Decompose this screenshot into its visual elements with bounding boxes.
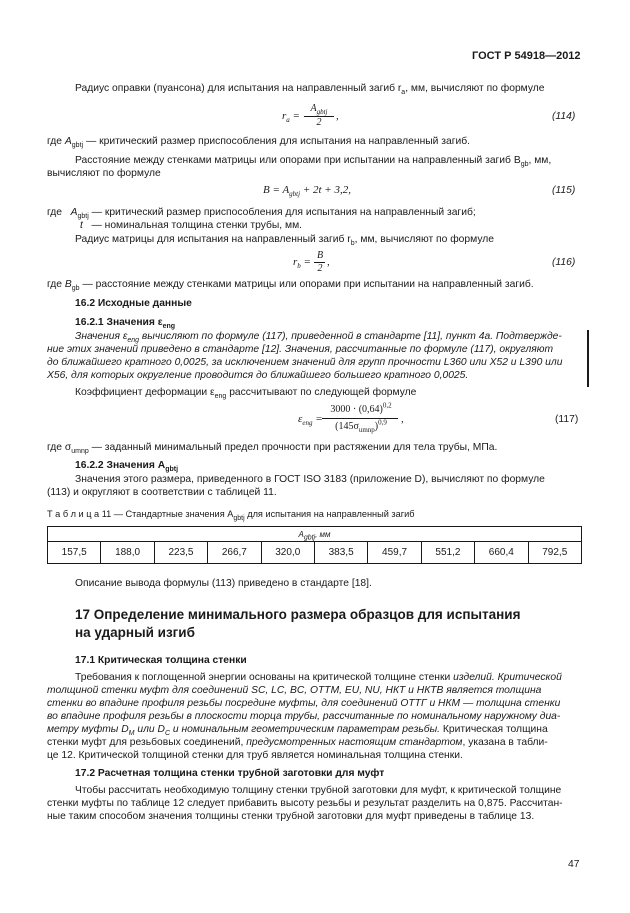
section-16-2-2-heading: 16.2.2 Значения $A_{gbtj}$ bbox=[75, 460, 179, 474]
paragraph-critical-thickness-line1: Требования к поглощенной энергии основаны на критической толщине стенки изделий. Критической bbox=[75, 672, 562, 683]
paragraph-critical-thickness-line3: стенки во впадине профиля резьбы посредине муфты, для соединений ОТТГ и НКМ — толщина стенки bbox=[47, 698, 561, 709]
italic-paragraph-line4: X56, для которых округление проводится до ближайшего большего кратного 0,0025. bbox=[47, 370, 469, 381]
change-bar bbox=[587, 330, 589, 387]
where-115-a: где $A_{gbtj}$ — критический размер приспособления для испытания на направленный загиб; bbox=[47, 207, 476, 221]
table-cell: 459,7 bbox=[368, 542, 421, 564]
italic-paragraph-line3: до ближайшего кратного 0,0025, за исключением значений для групп прочности L360 или X52 и L390 или bbox=[47, 357, 563, 368]
paragraph-size-values-line2: (113) и округляют в соответствии с таблицей 11. bbox=[47, 487, 277, 498]
italic-paragraph-line1: Значения $\varepsilon_{eng}$ вычисляют по формуле (117), приведенной в стандарте [11], пункт 4а. Подтвержде- bbox=[75, 331, 562, 345]
table-cell: 266,7 bbox=[208, 542, 261, 564]
paragraph-critical-thickness-line5: метру муфты $D_M$ или $D_C$ и номинальным геометрическим параметрам резьбы. Критическая толщина bbox=[47, 724, 548, 738]
paragraph-distance-line2: вычисляют по формуле bbox=[47, 168, 161, 179]
paragraph-strain-coefficient: Коэффициент деформации $\varepsilon_{eng}$ рассчитывают по следующей формуле bbox=[75, 387, 417, 401]
table-cell: 551,2 bbox=[421, 542, 474, 564]
paragraph-die-radius: Радиус матрицы для испытания на направленный загиб $r_b$, мм, вычисляют по формуле bbox=[75, 234, 494, 248]
paragraph-critical-thickness-line4: во впадине профиля резьбы в плоскости торца трубы, рассчитанные по номинальному наружному диа- bbox=[47, 711, 561, 722]
where-115-b: t — номинальная толщина стенки трубы, мм. bbox=[80, 220, 303, 231]
table-11 bbox=[47, 526, 582, 564]
section-17-heading-line1: 17 Определение минимального размера образцов для испытания bbox=[75, 607, 521, 622]
paragraph-critical-thickness-line6: стенки муфт для резьбовых соединений, предусмотренных настоящим стандартом, указана в табли- bbox=[47, 737, 548, 748]
paragraph-critical-thickness-line2: толщиной стенки муфт для соединений SC, LC, BC, OTTM, EU, NU, НКТ и НКТВ является толщина bbox=[47, 685, 542, 696]
paragraph-size-values-line1: Значения этого размера, приведенного в ГОСТ ISO 3183 (приложение D), вычисляют по формуле bbox=[75, 474, 545, 485]
table-11-caption: Т а б л и ц а 11 — Стандартные значения $A_{gbtj}$ для испытания на направленный загиб bbox=[47, 509, 415, 522]
table-cell: 320,0 bbox=[261, 542, 314, 564]
formula-number-115: (115) bbox=[552, 185, 576, 196]
paragraph-blank-thickness-line1: Чтобы рассчитать необходимую толщину стенки трубной заготовки для муфт, к критической толщине bbox=[75, 785, 562, 796]
formula-number-116: (116) bbox=[552, 257, 576, 268]
paragraph-blank-thickness-line3: ные таким способом значения толщины стенки трубной заготовки для муфт приведены в таблице 13. bbox=[47, 811, 535, 822]
table-cell: 157,5 bbox=[48, 542, 101, 564]
paragraph-critical-thickness-line7: це 12. Критической толщиной стенки для труб является номинальная толщина стенки. bbox=[47, 750, 463, 761]
paragraph-blank-thickness-line2: стенки муфты по таблице 12 следует прибавить высоту резьбы и результат разделить на 0,875. Рассчитан- bbox=[47, 798, 563, 809]
section-16-2-1-heading: 16.2.1 Значения $\varepsilon_{eng}$ bbox=[75, 317, 176, 331]
formula-number-114: (114) bbox=[552, 111, 576, 122]
formula-number-117: (117) bbox=[555, 414, 579, 425]
formula-115: $B = A_{gbtj} + 2t + 3,2$, bbox=[263, 184, 351, 199]
paragraph-distance-line1: Расстояние между стенками матрицы или опорами при испытании на направленный загиб $B_{gb}$, мм, bbox=[75, 155, 552, 169]
section-16-2-heading: 16.2 Исходные данные bbox=[75, 298, 192, 309]
table-cell: 188,0 bbox=[101, 542, 154, 564]
table-cell: 383,5 bbox=[314, 542, 367, 564]
paragraph-mandrel-radius: Радиус оправки (пуансона) для испытания на направленный загиб $r_a$, мм, вычисляют по формуле bbox=[75, 83, 545, 97]
table-cell: 223,5 bbox=[154, 542, 207, 564]
section-17-1-heading: 17.1 Критическая толщина стенки bbox=[75, 655, 247, 666]
page-number: 47 bbox=[568, 859, 580, 870]
where-117: где $\sigma_{umnp}$ — заданный минимальный предел прочности при растяжении для тела трубы, МПа. bbox=[47, 442, 498, 456]
document-page: ГОСТ Р 54918—2012 Радиус оправки (пуансона) для испытания на направленный загиб $r_a$, мм, вычисляют по формуле $r_a$ = $A_{gbtj}$ 2 , (114) где $A_{gbtj}$ — критический размер приспособления для испытания на направленный загиб. Расстояние между стенками матрицы или опорами при испытании на направленный загиб $B_{gb}$, мм, вычисляют по формуле $B = A_{gbtj} + 2t + 3,2$, (115) где $A_{gbtj}$ — критический размер приспособления для испытания на направленный загиб; t — номинальная толщина стенки трубы, мм. Радиус матрицы для испытания на направленный загиб $r_b$, мм, вычисляют по формуле $r_b$ = B 2 , (116) где $B_{gb}$ — расстояние между стенками матрицы или опорами при испытании на направленный загиб. 16.2 Исходные данные 16.2.1 Значения $\varepsilon_{eng}$ Значения $\varepsilon_{eng}$ вычисляют по формуле (117), приведенной в стандарте [11], пункт 4а. Подтвержде- ние этих значений приведено в стандарте [12]. Значения, рассчитанные по формуле (117), округляют до ближайшего кратного 0,0025, за исключением значений для групп прочности L360 или X52 и L390 или X56, для которых округление проводится до ближайшего большего кратного 0,0025. Коэффициент деформации $\varepsilon_{eng}$ рассчитывают по следующей формуле $\varepsilon_{eng}$ = $3000 \cdot (0,64)^{0,2}$ $(145\sigma_{umnp})^{0,9}$ , (117) где $\sigma_{umnp}$ — заданный минимальный предел прочности при растяжении для тела трубы, МПа. 16.2.2 Значения $A_{gbtj}$ Значения этого размера, приведенного в ГОСТ ISO 3183 (приложение D), вычисляют по формуле (113) и округляют в соответствии с таблицей 11. Т а б л и ц а 11 — Стандартные значения $A_{gbtj}$ для испытания на направленный загиб $A_{gbtj}$, мм 157,5 188,0 223,5 266,7 320,0 383,5 459,7 551,2 660,4 792,5 Описание вывода формулы (113) приведено в стандарте [18]. 17 Определение минимального размера образцов для испытания на ударный изгиб 17.1 Критическая толщина стенки Требования к поглощенной энергии основаны на критической толщине стенки изделий. Критической толщиной стенки муфт для соединений SC, LC, BC, OTTM, EU, NU, НКТ и НКТВ является толщина стенки во впадине профиля резьбы посредине муфты, для соединений ОТТГ и НКМ — толщина стенки во впадине профиля резьбы в плоскости торца трубы, рассчитанные по номинальному наружному диа- метру муфты $D_M$ или $D_C$ и номинальным геометрическим параметрам резьбы. Критическая толщина стенки муфт для резьбовых соединений, предусмотренных настоящим стандартом, указана в табли- це 12. Критической толщиной стенки для труб является номинальная толщина стенки. 17.2 Расчетная толщина стенки трубной заготовки для муфт Чтобы рассчитать необходимую толщину стенки трубной заготовки для муфт, к критической толщине стенки муфты по таблице 12 следует прибавить высоту резьбы и результат разделить на 0,875. Рассчитан- ные таким способом значения толщины стенки трубной заготовки для муфт приведены в таблице 13. 47 bbox=[0, 0, 630, 913]
section-17-heading-line2: на ударный изгиб bbox=[75, 625, 195, 640]
italic-paragraph-line2: ние этих значений приведено в стандарте [12]. Значения, рассчитанные по формуле (117), округляют bbox=[47, 344, 554, 355]
paragraph-derivation-reference: Описание вывода формулы (113) приведено в стандарте [18]. bbox=[75, 578, 372, 589]
section-17-2-heading: 17.2 Расчетная толщина стенки трубной заготовки для муфт bbox=[75, 768, 385, 779]
standard-number: ГОСТ Р 54918—2012 bbox=[472, 50, 581, 62]
table-cell: 792,5 bbox=[528, 542, 581, 564]
where-116: где $B_{gb}$ — расстояние между стенками матрицы или опорами при испытании на направленный загиб. bbox=[47, 279, 534, 293]
table-cell: 660,4 bbox=[475, 542, 528, 564]
where-114: где $A_{gbtj}$ — критический размер приспособления для испытания на направленный загиб. bbox=[47, 136, 470, 150]
table-11-header: $A_{gbtj}$, мм bbox=[48, 527, 582, 542]
